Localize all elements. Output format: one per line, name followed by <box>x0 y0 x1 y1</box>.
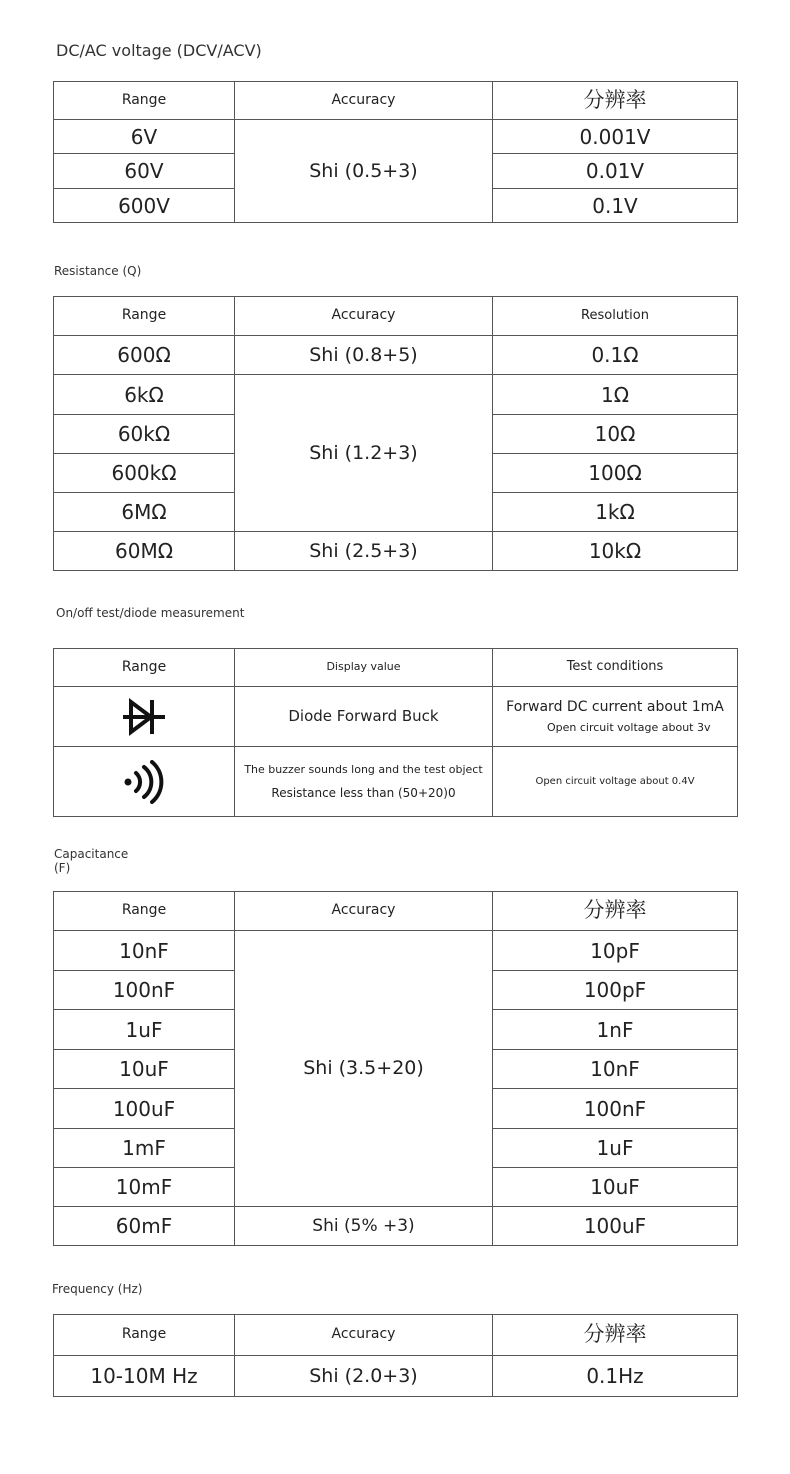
voltage-resolution: 0.001V <box>493 120 738 154</box>
capacitance-resolution: 1nF <box>493 1010 738 1050</box>
capacitance-resolution: 10nF <box>493 1050 738 1089</box>
voltage-resolution: 0.1V <box>493 189 738 223</box>
resistance-range: 600kΩ <box>54 454 235 493</box>
resistance-resolution: 10Ω <box>493 415 738 454</box>
voltage-table <box>53 81 738 223</box>
capacitance-resolution: 100uF <box>493 1207 738 1246</box>
capacitance-header-range: Range <box>54 892 235 931</box>
voltage-range: 60V <box>54 154 235 189</box>
capacitance-range: 10uF <box>54 1050 235 1089</box>
voltage-header-accuracy: Accuracy <box>235 82 493 120</box>
voltage-section-title: DC/AC voltage (DCV/ACV) <box>56 41 262 60</box>
capacitance-header-accuracy: Accuracy <box>235 892 493 931</box>
resistance-table <box>53 296 738 571</box>
diode-condition-current: Forward DC current about 1mA <box>506 699 724 716</box>
capacitance-accuracy: Shi (5% +3) <box>235 1207 493 1246</box>
voltage-header-resolution: 分辨率 <box>493 82 738 120</box>
buzzer-display-line1: The buzzer sounds long and the test object <box>244 762 483 776</box>
buzzer-test-conditions: Open circuit voltage about 0.4V <box>493 747 738 817</box>
buzzer-display-line2: Resistance less than (50+20)0 <box>271 785 456 800</box>
table-row <box>54 532 738 571</box>
capacitance-resolution: 1uF <box>493 1129 738 1168</box>
voltage-resolution: 0.01V <box>493 154 738 189</box>
capacitance-table <box>53 891 738 1246</box>
voltage-range: 600V <box>54 189 235 223</box>
capacitance-range: 100nF <box>54 971 235 1010</box>
resistance-resolution: 1kΩ <box>493 493 738 532</box>
buzzer-icon-cell <box>54 747 235 817</box>
capacitance-range: 60mF <box>54 1207 235 1246</box>
diode-icon <box>121 697 167 737</box>
diode-icon-cell <box>54 687 235 747</box>
resistance-header-accuracy: Accuracy <box>235 297 493 336</box>
frequency-header-resolution: 分辨率 <box>493 1315 738 1356</box>
capacitance-range: 1mF <box>54 1129 235 1168</box>
table-row <box>54 1207 738 1246</box>
frequency-accuracy: Shi (2.0+3) <box>235 1356 493 1397</box>
frequency-resolution: 0.1Hz <box>493 1356 738 1397</box>
resistance-resolution: 100Ω <box>493 454 738 493</box>
resistance-range: 6MΩ <box>54 493 235 532</box>
resistance-resolution: 10kΩ <box>493 532 738 571</box>
capacitance-range: 10nF <box>54 931 235 971</box>
table-row <box>54 1356 738 1397</box>
table-row <box>54 931 738 971</box>
resistance-accuracy: Shi (1.2+3) <box>235 375 493 532</box>
frequency-range: 10-10M Hz <box>54 1356 235 1397</box>
resistance-accuracy: Shi (2.5+3) <box>235 532 493 571</box>
diode-condition-voltage: Open circuit voltage about 3v <box>547 720 711 734</box>
buzzer-display-value <box>235 747 493 817</box>
voltage-header-range: Range <box>54 82 235 120</box>
frequency-header-range: Range <box>54 1315 235 1356</box>
continuity-table <box>53 648 738 817</box>
table-row <box>54 120 738 154</box>
capacitance-range: 10mF <box>54 1168 235 1207</box>
resistance-range: 600Ω <box>54 336 235 375</box>
diode-test-conditions <box>493 687 738 747</box>
resistance-resolution: 0.1Ω <box>493 336 738 375</box>
capacitance-header-resolution: 分辨率 <box>493 892 738 931</box>
table-row <box>54 687 738 747</box>
capacitance-range: 1uF <box>54 1010 235 1050</box>
resistance-range: 6kΩ <box>54 375 235 415</box>
resistance-range: 60kΩ <box>54 415 235 454</box>
resistance-section-title: Resistance (Q) <box>54 264 142 278</box>
table-row <box>54 375 738 415</box>
frequency-table <box>53 1314 738 1397</box>
frequency-header-accuracy: Accuracy <box>235 1315 493 1356</box>
resistance-header-range: Range <box>54 297 235 336</box>
continuity-header-range: Range <box>54 649 235 687</box>
resistance-resolution: 1Ω <box>493 375 738 415</box>
capacitance-resolution: 10pF <box>493 931 738 971</box>
capacitance-range: 100uF <box>54 1089 235 1129</box>
resistance-range: 60MΩ <box>54 532 235 571</box>
diode-display-value: Diode Forward Buck <box>235 687 493 747</box>
table-row <box>54 336 738 375</box>
capacitance-resolution: 100pF <box>493 971 738 1010</box>
table-row <box>54 747 738 817</box>
continuity-header-conditions: Test conditions <box>493 649 738 687</box>
resistance-header-resolution: Resolution <box>493 297 738 336</box>
capacitance-resolution: 10uF <box>493 1168 738 1207</box>
frequency-section-title: Frequency (Hz) <box>52 1282 143 1296</box>
capacitance-resolution: 100nF <box>493 1089 738 1129</box>
continuity-section-title: On/off test/diode measurement <box>56 606 245 620</box>
continuity-header-display: Display value <box>235 649 493 687</box>
resistance-accuracy: Shi (0.8+5) <box>235 336 493 375</box>
voltage-range: 6V <box>54 120 235 154</box>
buzzer-sound-icon <box>122 760 166 804</box>
voltage-accuracy: Shi (0.5+3) <box>235 120 493 223</box>
capacitance-section-title: Capacitance (F) <box>54 847 129 875</box>
capacitance-accuracy: Shi (3.5+20) <box>235 931 493 1207</box>
